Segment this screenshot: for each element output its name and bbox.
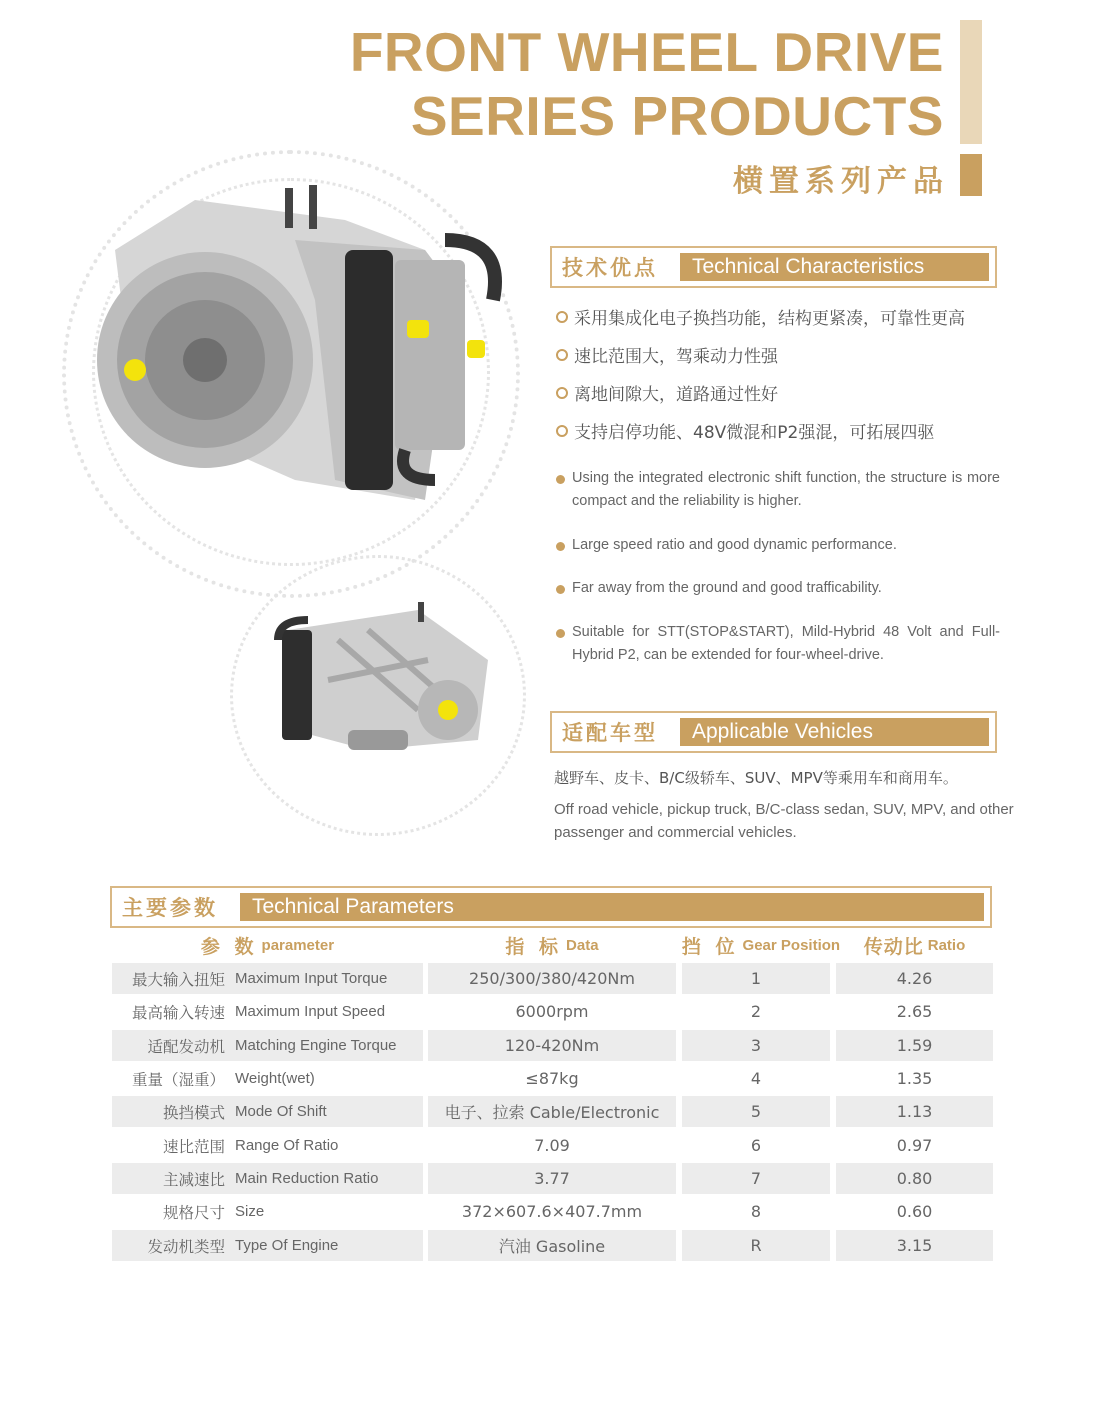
- characteristic-cn-item: 采用集成化电子换挡功能，结构更紧凑，可靠性更高: [556, 304, 965, 329]
- ring-bullet-icon: [556, 311, 568, 323]
- parameter-cell: 规格尺寸 Size: [162, 1203, 265, 1222]
- gear-position-cell: 8: [750, 1202, 762, 1221]
- section-label-en: Technical Characteristics: [680, 253, 989, 281]
- ratio-cell: 0.80: [836, 1163, 993, 1194]
- title-accent-bar-dark: [960, 154, 982, 196]
- page-title-line-1: FRONT WHEEL DRIVE: [349, 21, 944, 83]
- data-cell: 6000rpm: [515, 1002, 589, 1021]
- parameter-cell: 换挡模式 Mode Of Shift: [112, 1096, 423, 1127]
- transmission-photo-rear: [268, 600, 500, 760]
- characteristic-en-item: Suitable for STT(STOP&START), Mild-Hybrid 48 Volt and Full-Hybrid P2, can be extended for four-wheel-drive.: [556, 621, 1000, 667]
- parameter-cell: 主减速比 Main Reduction Ratio: [112, 1163, 423, 1194]
- parameter-cell: 适配发动机 Matching Engine Torque: [112, 1030, 423, 1061]
- data-cell: 372×607.6×407.7mm: [461, 1202, 643, 1221]
- section-label-cn: 适配车型: [562, 721, 658, 745]
- characteristic-en-item: Far away from the ground and good trafficability.: [556, 577, 1000, 600]
- section-label-en: Applicable Vehicles: [680, 718, 989, 746]
- ratio-cell: 2.65: [896, 1002, 933, 1021]
- ratio-cell: 4.26: [836, 963, 993, 994]
- data-cell: 7.09: [534, 1136, 570, 1155]
- page-title-line-2: SERIES PRODUCTS: [410, 85, 944, 147]
- ratio-cell: 0.97: [896, 1136, 933, 1155]
- gear-position-cell: 4: [750, 1069, 762, 1088]
- gear-position-cell: R: [682, 1230, 830, 1261]
- data-cell: 3.77: [428, 1163, 676, 1194]
- gear-position-cell: 7: [682, 1163, 830, 1194]
- data-cell: ≤87kg: [525, 1069, 579, 1088]
- ratio-cell: 1.13: [836, 1096, 993, 1127]
- column-header-ratio: 传动比 Ratio: [863, 935, 966, 958]
- characteristic-en-item: Using the integrated electronic shift function, the structure is more compact and the reliability is higher.: [556, 467, 1000, 513]
- dot-bullet-icon: [556, 629, 565, 638]
- vehicles-cn-text: 越野车、皮卡、B/C级轿车、SUV、MPV等乘用车和商用车。: [554, 769, 958, 787]
- parameter-cell: 发动机类型 Type Of Engine: [112, 1230, 423, 1261]
- technical-parameters-header: [110, 886, 992, 928]
- data-cell: 120-420Nm: [428, 1030, 676, 1061]
- ratio-cell: 1.35: [896, 1069, 933, 1088]
- parameter-cell: 最高输入转速 Maximum Input Speed: [131, 1003, 386, 1022]
- vehicles-en-text: Off road vehicle, pickup truck, B/C-class sedan, SUV, MPV, and other passenger and commercial vehicles.: [554, 801, 1014, 841]
- data-cell: 250/300/380/420Nm: [428, 963, 676, 994]
- parameter-cell: 重量（湿重） Weight(wet): [131, 1070, 315, 1089]
- data-cell: 汽油 Gasoline: [428, 1230, 676, 1261]
- section-label-cn: 技术优点: [562, 256, 658, 280]
- ring-bullet-icon: [556, 425, 568, 437]
- title-accent-bar-light: [960, 20, 982, 144]
- parameter-cell: 最大输入扭矩 Maximum Input Torque: [112, 963, 423, 994]
- ring-bullet-icon: [556, 349, 568, 361]
- page-title-chinese: 横置系列产品: [733, 164, 949, 199]
- technical-characteristics-header: [550, 246, 997, 288]
- data-cell: 电子、拉索 Cable/Electronic: [428, 1096, 676, 1127]
- dot-bullet-icon: [556, 542, 565, 551]
- ring-bullet-icon: [556, 387, 568, 399]
- section-label-cn: 主要参数: [122, 896, 218, 920]
- transmission-photo-front: [95, 180, 515, 520]
- gear-position-cell: 5: [682, 1096, 830, 1127]
- characteristic-cn-item: 离地间隙大，道路通过性好: [556, 380, 778, 405]
- ratio-cell: 1.59: [836, 1030, 993, 1061]
- gear-position-cell: 1: [682, 963, 830, 994]
- ratio-cell: 0.60: [896, 1202, 933, 1221]
- ratio-cell: 3.15: [836, 1230, 993, 1261]
- characteristic-en-item: Large speed ratio and good dynamic performance.: [556, 534, 1000, 557]
- column-header-gear-position: 挡 位 Gear Position: [681, 935, 841, 958]
- gear-position-cell: 2: [750, 1002, 762, 1021]
- section-label-en: Technical Parameters: [240, 893, 984, 921]
- gear-position-cell: 6: [750, 1136, 762, 1155]
- parameter-cell: 速比范围 Range Of Ratio: [162, 1137, 339, 1156]
- column-header-data: 指 标 Data: [505, 935, 599, 958]
- characteristic-cn-item: 速比范围大，驾乘动力性强: [556, 342, 778, 367]
- applicable-vehicles-header: [550, 711, 997, 753]
- dot-bullet-icon: [556, 475, 565, 484]
- characteristic-cn-item: 支持启停功能、48V微混和P2强混，可拓展四驱: [556, 418, 934, 443]
- gear-position-cell: 3: [682, 1030, 830, 1061]
- column-header-parameter: 参 数 parameter: [200, 935, 335, 958]
- dot-bullet-icon: [556, 585, 565, 594]
